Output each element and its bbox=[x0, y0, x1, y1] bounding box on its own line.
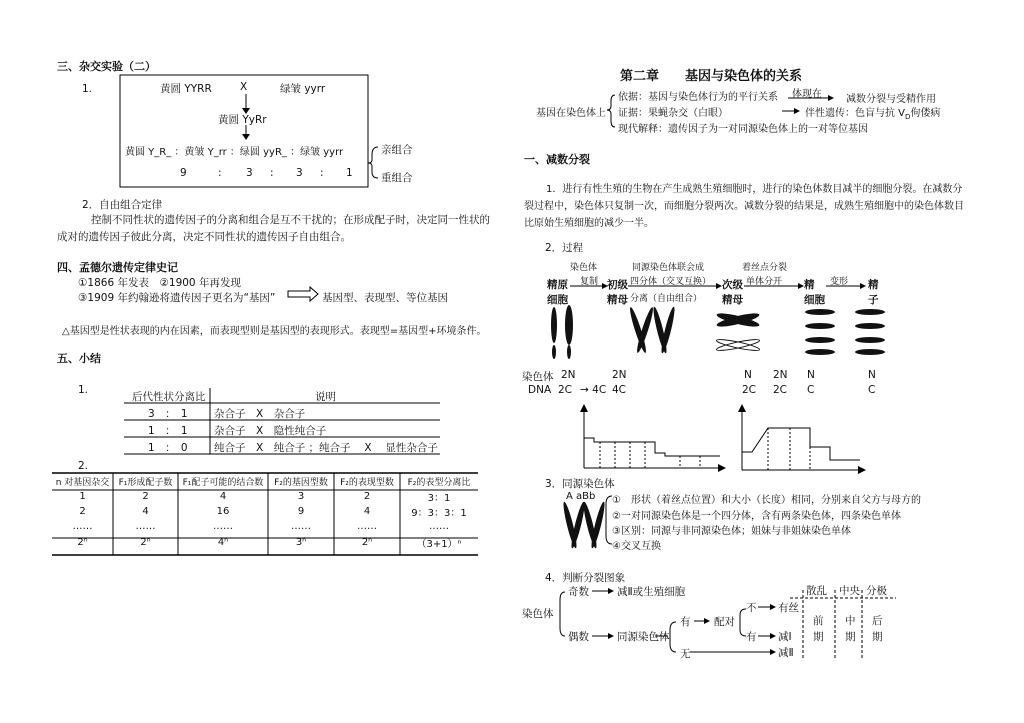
t2-cell: 4ⁿ bbox=[217, 537, 229, 548]
step-label: 复制 bbox=[580, 277, 599, 287]
homolog-line: ④交叉互换 bbox=[612, 541, 661, 552]
phase: 中 bbox=[845, 615, 856, 627]
t2-cell: 2ⁿ bbox=[140, 537, 151, 548]
item-2-title: 2．自由组合定律 bbox=[82, 199, 163, 211]
t2-header: F₁配子可能的结合数 bbox=[182, 478, 264, 488]
t2-cell: 4 bbox=[142, 506, 149, 517]
chromosome-graph bbox=[584, 410, 720, 468]
meiosis-definition: 1．进行有性生殖的生物在产生成熟生殖细胞时，进行的染色体数目减半的细胞分裂。在减数分裂过程中，染色体只复制一次，而细胞分裂两次。减数分裂的结果是，成熟生殖细胞中的染色体数目比原始生殖细胞的减少一半。 bbox=[524, 184, 964, 229]
independent-assortment-text: 控制不同性状的遗传因子的分离和组合是互不干扰的；在形成配子时，决定同一性状的成对的遗传因子彼此分离，决定不同性状的遗传因子自由组合。 bbox=[57, 214, 490, 243]
t2-header: n 对基因杂交 bbox=[55, 478, 110, 488]
item-1-number: 1. bbox=[82, 83, 93, 95]
chapter-title: 第二章 基因与染色体的关系 bbox=[620, 69, 803, 84]
t1-r3-desc: 纯合子 X 纯合子 ；纯合子 X 显性杂合子 bbox=[214, 442, 438, 454]
t1-r3-ratio: 1 ： 0 bbox=[148, 442, 188, 454]
homolog-title: 3．同源染色体 bbox=[545, 478, 615, 490]
t2-cell: 16 bbox=[216, 506, 230, 517]
gene-pairs-table bbox=[52, 474, 478, 551]
ratio-sep: : bbox=[270, 167, 274, 179]
ratio-9: 9 bbox=[180, 167, 187, 179]
phase-header: 中央 bbox=[839, 585, 860, 597]
cell-label: 精母 bbox=[722, 294, 743, 306]
t2-cell: 2ⁿ bbox=[361, 537, 373, 548]
t1-r1-ratio: 3 ： 1 bbox=[148, 408, 188, 420]
meiosis-title: 一、减数分裂 bbox=[524, 153, 590, 166]
tree-yes: 有 bbox=[680, 616, 691, 628]
ratio-3a: 3 bbox=[246, 167, 253, 179]
judge-title: 4．判断分裂图象 bbox=[545, 572, 626, 584]
step-label: 着丝点分裂 bbox=[742, 263, 788, 273]
arrow-head bbox=[242, 134, 250, 140]
concept-manifest: 体现在 bbox=[792, 89, 822, 100]
homolog-line: ③区别：同源与非同源染色体；姐妹与非姐妹染色单体 bbox=[612, 526, 851, 537]
t2-header: F₂的基因型数 bbox=[274, 478, 328, 488]
phase: 后 bbox=[872, 615, 883, 627]
t2-cell: （3+1）ⁿ bbox=[416, 539, 462, 550]
t2-cell: …… bbox=[357, 521, 377, 532]
tree-pair: 配对 bbox=[714, 616, 735, 628]
homolog-genes: A aBb bbox=[566, 491, 596, 502]
section-5-title: 五、小结 bbox=[57, 352, 101, 365]
t2-cell: 4 bbox=[363, 506, 371, 517]
concept-root: 基因在染色体上 bbox=[536, 108, 606, 119]
cell-label: 子 bbox=[868, 294, 879, 306]
step-label: 分离（自由组合） bbox=[630, 294, 703, 304]
homolog-line: ②一对同源染色体是一个四分体，含有两条染色体，四条染色单体 bbox=[612, 511, 901, 522]
phase-header: 散乱 bbox=[806, 585, 827, 597]
dna-value: 2C bbox=[558, 384, 573, 396]
step-label: 四分体（交叉互换） bbox=[630, 277, 712, 287]
chromosome-figures bbox=[551, 305, 885, 359]
summary-item-1: 1. bbox=[78, 384, 89, 396]
phase: 前 bbox=[813, 615, 824, 627]
phase-suffix: 期 bbox=[845, 631, 856, 643]
brace bbox=[368, 147, 378, 178]
dna-label: DNA bbox=[528, 384, 552, 396]
tree-even: 偶数 bbox=[568, 631, 589, 643]
t2-cell: …… bbox=[72, 521, 93, 532]
cell-label: 精母 bbox=[607, 294, 628, 306]
cell-label: 精 bbox=[868, 279, 879, 291]
dna-value: 2C bbox=[742, 384, 757, 396]
chrom-value: 2N bbox=[561, 369, 576, 381]
phase-header: 分极 bbox=[866, 585, 887, 597]
t2-cell: …… bbox=[429, 521, 449, 532]
cell-label: 细胞 bbox=[804, 294, 825, 306]
tree-odd-result: 减Ⅱ或生殖细胞 bbox=[617, 586, 686, 598]
t1-header-ratio: 后代性状分离比 bbox=[132, 391, 206, 403]
t1-header-desc: 说明 bbox=[315, 391, 336, 403]
step-label: 染色体 bbox=[570, 263, 598, 273]
tree-root: 染色体 bbox=[522, 608, 554, 620]
phase-suffix: 期 bbox=[872, 631, 883, 643]
f1: 黄圆 YyRr bbox=[218, 114, 267, 126]
hollow-arrow-icon bbox=[288, 287, 318, 301]
tree-mitosis: 有丝 bbox=[778, 602, 799, 614]
dna-graph bbox=[742, 410, 860, 470]
t2-cell: 2 bbox=[79, 506, 86, 517]
t1-r2-ratio: 1 ： 1 bbox=[148, 425, 188, 437]
chrom-value: N bbox=[868, 369, 876, 381]
ratio-sep: : bbox=[218, 167, 222, 179]
parental-combination-label: 亲组合 bbox=[381, 144, 413, 156]
t2-cell: 3 bbox=[297, 491, 305, 502]
homolog-line: ① 形状（着丝点位置）和大小（长度）相同，分别来自父方与母方的 bbox=[612, 495, 921, 506]
t1-r2-desc: 杂合子 X 隐性纯合子 bbox=[214, 425, 327, 437]
history-line1: ①1866 年发表 ②1900 年再发现 bbox=[78, 277, 241, 289]
t2-cell: 2 bbox=[363, 491, 371, 502]
history-result: 基因型、表现型、等位基因 bbox=[322, 292, 448, 304]
parent1: 黄圆 YYRR bbox=[160, 83, 212, 95]
summary-item-2: 2. bbox=[78, 460, 89, 472]
chrom-value: N bbox=[744, 369, 752, 381]
t2-cell: 1 bbox=[79, 491, 86, 502]
t1-r1-desc: 杂合子 X 杂合子 bbox=[214, 408, 306, 420]
chrom-value: N bbox=[807, 369, 815, 381]
tree-mei1: 减Ⅰ bbox=[778, 631, 792, 643]
dna-value: 4C bbox=[612, 384, 627, 396]
tree-odd: 奇数 bbox=[568, 586, 589, 598]
history-line2: ③1909 年约翰逊将遗传因子更名为“基因” bbox=[78, 292, 276, 304]
ratio-1: 1 bbox=[346, 167, 353, 179]
cell-label: 初级 bbox=[607, 279, 628, 291]
dna-value: C bbox=[868, 384, 876, 396]
step-label: 单体分开 bbox=[746, 277, 783, 287]
concept-proof: 证据：果蝇杂交（白眼） bbox=[618, 108, 728, 119]
cross-symbol: X bbox=[240, 81, 248, 93]
section-3-title: 三、杂交实验（二） bbox=[57, 60, 156, 73]
t2-cell: …… bbox=[213, 521, 233, 532]
t2-cell: …… bbox=[291, 521, 311, 532]
concept-modern: 现代解释：遗传因子为一对同源染色体上的一对等位基因 bbox=[618, 124, 868, 135]
chrom-value: 2N bbox=[773, 369, 788, 381]
tree-homolog: 同源染色体 bbox=[617, 631, 670, 643]
cell-label: 次级 bbox=[722, 279, 743, 291]
genotype-note: △基因型是性状表现的内在因素，而表现型则是基因型的表现形式。表现型=基因型+环境条件。 bbox=[62, 326, 487, 337]
t2-cell: 3：1 bbox=[427, 493, 451, 504]
concept-sexlink: 伴性遗传：色盲与抗 $V_D$佝偻病 bbox=[805, 108, 941, 121]
t2-cell: 9：3：3：1 bbox=[411, 508, 467, 519]
chrom-label: 染色体 bbox=[522, 371, 554, 383]
ratio-3b: 3 bbox=[296, 167, 303, 179]
phase-suffix: 期 bbox=[813, 631, 824, 643]
t2-cell: 4 bbox=[219, 491, 227, 502]
step-label: 同源染色体联会成 bbox=[632, 263, 705, 273]
cell-label: 精原 bbox=[547, 279, 568, 291]
t2-cell: 2 bbox=[142, 491, 149, 502]
cell-label: 细胞 bbox=[547, 294, 568, 306]
tree-not: 不 bbox=[746, 602, 757, 614]
t2-header: F₁形成配子数 bbox=[118, 478, 173, 488]
tree-no: 无 bbox=[680, 648, 691, 660]
recombination-label: 重组合 bbox=[381, 172, 413, 184]
parent2: 绿皱 yyrr bbox=[280, 83, 326, 95]
t2-header: F₂的表现型数 bbox=[340, 478, 394, 488]
tree-yes2: 有 bbox=[746, 631, 757, 643]
section-4-title: 四、孟德尔遗传定律史记 bbox=[57, 261, 178, 274]
concept-manifest-result: 减数分裂与受精作用 bbox=[846, 94, 936, 105]
t2-cell: 3ⁿ bbox=[295, 537, 307, 548]
dna-value: C bbox=[807, 384, 815, 396]
t2-header: F₂的表型分离比 bbox=[407, 478, 471, 488]
ratio-sep: : bbox=[320, 167, 324, 179]
t2-cell: 2ⁿ bbox=[77, 537, 88, 548]
dna-value: 2C bbox=[773, 384, 788, 396]
t2-cell: 9 bbox=[297, 506, 305, 517]
process-title: 2．过程 bbox=[545, 242, 584, 254]
dna-value: → 4C bbox=[580, 384, 607, 396]
chrom-value: 2N bbox=[612, 369, 627, 381]
t2-cell: …… bbox=[135, 521, 156, 532]
cell-label: 精 bbox=[804, 279, 815, 291]
concept-basis: 依据：基因与染色体行为的平行关系 bbox=[618, 92, 778, 103]
f2-row: 黄圆 Y_R_ ：黄皱 Y_rr ：绿圆 yyR_ ：绿皱 yyrr bbox=[125, 147, 344, 158]
tree-mei2: 减Ⅱ bbox=[778, 647, 794, 659]
step-label: 变形 bbox=[830, 277, 849, 287]
